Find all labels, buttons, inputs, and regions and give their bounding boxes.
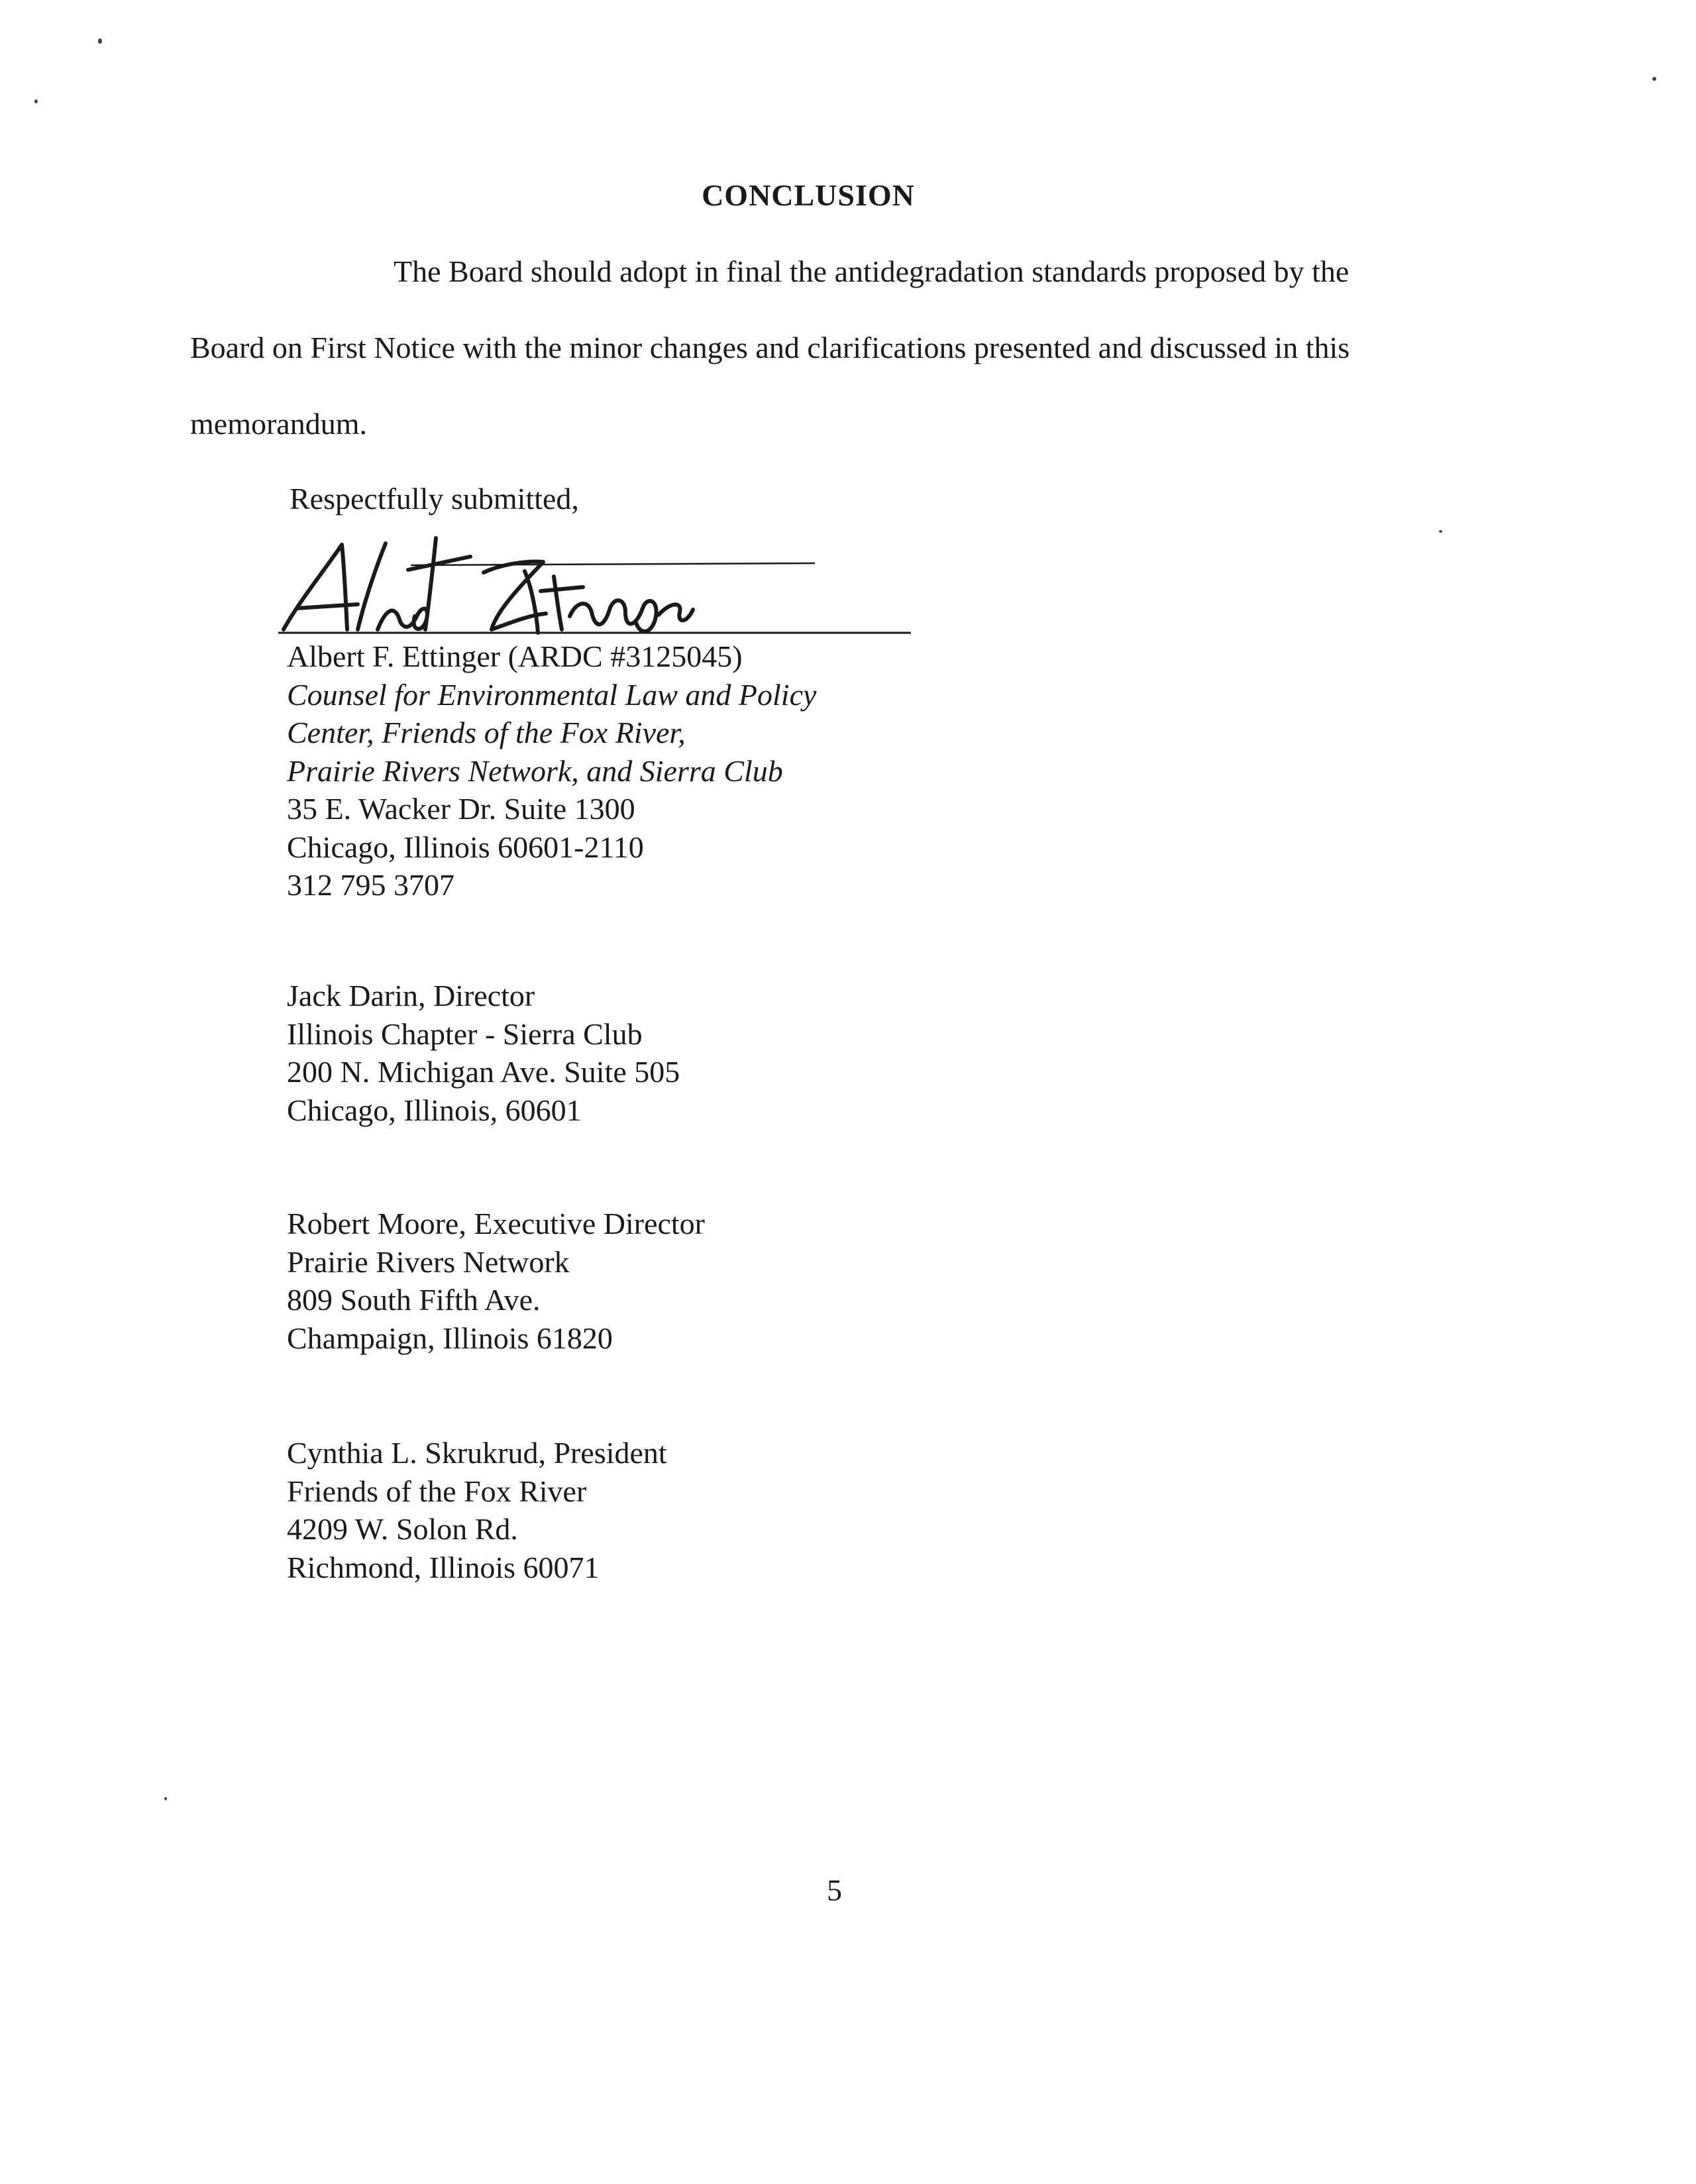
signatory-name: Jack Darin, Director (287, 979, 535, 1012)
paragraph-line-1: The Board should adopt in final the antidegradation standards proposed by the (394, 254, 1350, 288)
conclusion-heading: CONCLUSION (702, 178, 915, 212)
address-line: 200 N. Michigan Ave. Suite 505 (287, 1055, 680, 1089)
scan-speck (1439, 530, 1442, 533)
handwritten-signature (278, 530, 914, 643)
phone-line: 312 795 3707 (287, 868, 454, 902)
signatory-block-ettinger (287, 637, 816, 904)
signatory-name: Cynthia L. Skrukrud, President (287, 1436, 667, 1470)
counsel-line: Center, Friends of the Fox River, (287, 716, 686, 749)
page-number: 5 (827, 1873, 842, 1907)
address-line: Champaign, Illinois 61820 (287, 1321, 613, 1355)
scan-speck (98, 38, 102, 44)
scan-speck (1652, 77, 1656, 81)
address-line: Chicago, Illinois, 60601 (287, 1093, 582, 1127)
counsel-line: Prairie Rivers Network, and Sierra Club (287, 753, 783, 788)
signatory-block-skrukrud (287, 1434, 667, 1586)
address-line: Chicago, Illinois 60601-2110 (287, 830, 644, 864)
signatory-name: Robert Moore, Executive Director (287, 1207, 705, 1240)
address-line: 4209 W. Solon Rd. (287, 1512, 518, 1546)
address-line: Richmond, Illinois 60071 (287, 1550, 600, 1584)
address-line: Illinois Chapter - Sierra Club (287, 1016, 643, 1051)
signatory-block-darin (287, 977, 680, 1129)
address-line: 809 South Fifth Ave. (287, 1283, 541, 1317)
closing-line: Respectfully submitted, (290, 482, 579, 516)
address-line: Friends of the Fox River (287, 1474, 587, 1508)
address-line: 35 E. Wacker Dr. Suite 1300 (287, 792, 635, 826)
paragraph-line-2: Board on First Notice with the minor changes and clarifications presented and discussed in this (190, 331, 1350, 364)
scan-speck (34, 99, 38, 103)
signatory-name: Albert F. Ettinger (ARDC #3125045) (287, 639, 743, 673)
address-line: Prairie Rivers Network (287, 1244, 570, 1279)
scan-speck (164, 1797, 167, 1800)
signatory-block-moore (287, 1205, 705, 1357)
counsel-line: Counsel for Environmental Law and Policy (287, 677, 817, 712)
paragraph-line-3: memorandum. (190, 407, 367, 441)
